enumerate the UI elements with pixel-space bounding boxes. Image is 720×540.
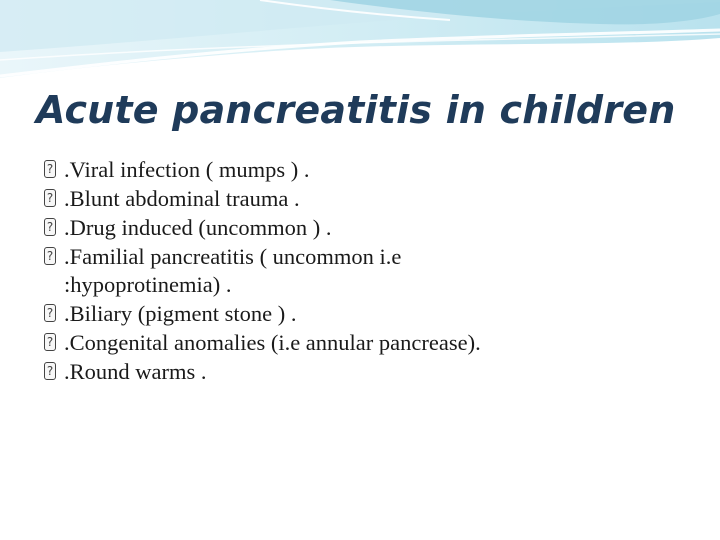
bullet-icon: ? <box>44 333 56 351</box>
list-item <box>44 358 694 386</box>
list-item <box>44 214 694 242</box>
bullet-text: .Familial pancreatitis ( uncommon i.e <box>64 244 402 269</box>
bullet-text: .Blunt abdominal trauma . <box>64 186 300 211</box>
bullet-text: .Viral infection ( mumps ) . <box>64 157 310 182</box>
list-item <box>44 185 694 213</box>
bullet-icon: ? <box>44 160 56 178</box>
bullet-list <box>44 156 694 387</box>
header-wave-decoration <box>0 0 720 90</box>
bullet-icon: ? <box>44 189 56 207</box>
bullet-text: .Round warms . <box>64 359 207 384</box>
bullet-icon: ? <box>44 362 56 380</box>
slide-title: Acute pancreatitis in children <box>36 88 676 132</box>
bullet-icon: ? <box>44 247 56 265</box>
bullet-text: .Biliary (pigment stone ) . <box>64 301 297 326</box>
list-item <box>44 300 694 328</box>
bullet-icon: ? <box>44 304 56 322</box>
bullet-text: .Congenital anomalies (i.e annular pancrease). <box>64 330 481 355</box>
bullet-text: .Drug induced (uncommon ) . <box>64 215 332 240</box>
list-item <box>44 329 694 357</box>
list-item <box>44 243 694 299</box>
bullet-continuation-text: :hypoprotinemia) . <box>64 272 232 297</box>
list-item <box>44 156 694 184</box>
bullet-icon: ? <box>44 218 56 236</box>
